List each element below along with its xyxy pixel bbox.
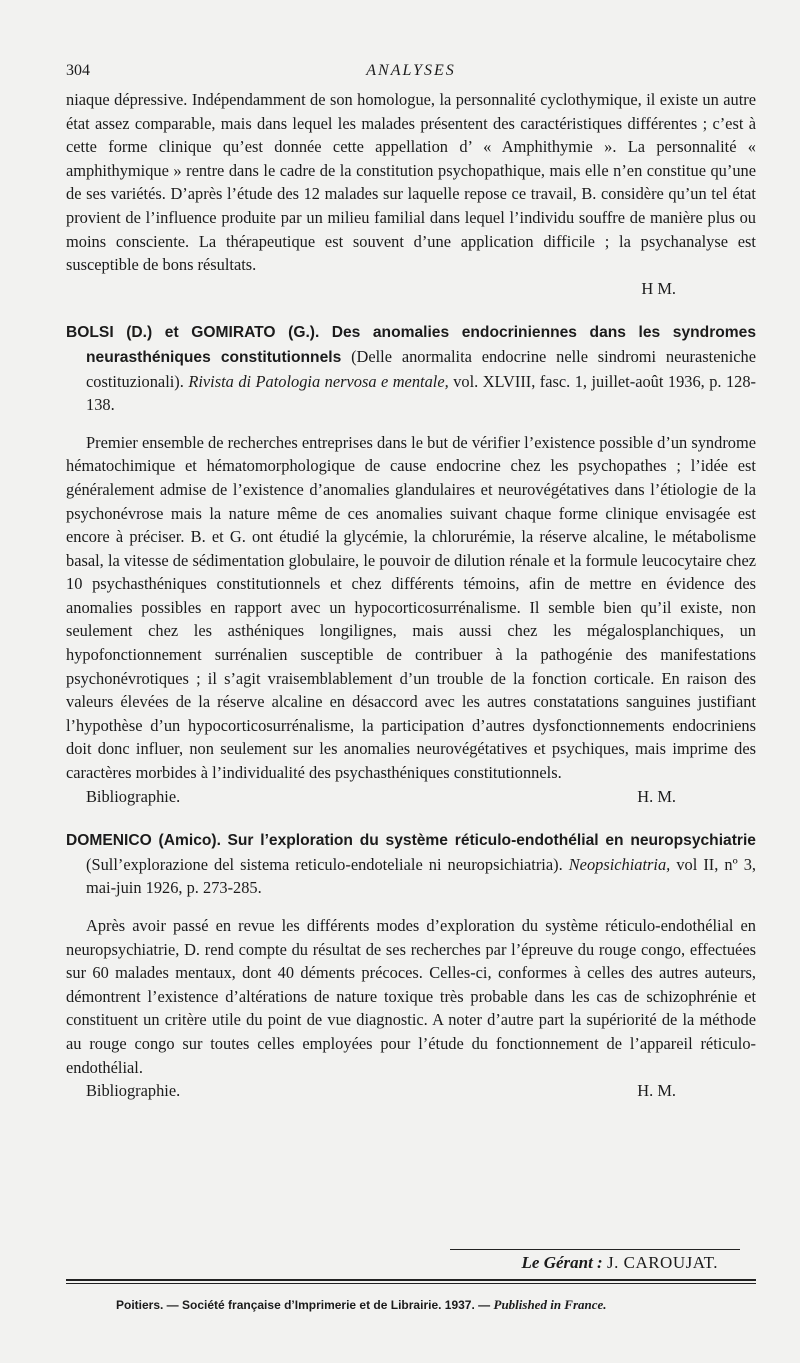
divider	[66, 1279, 756, 1281]
entry-original-title: (Sull’explorazione del sistema reticulo-endoteliale ni neuropsichiatria).	[86, 854, 563, 874]
entry-details: vol II, nº 3, mai-juin 1926, p. 273-285.	[86, 854, 756, 898]
entry-authors: DOMENICO (Amico).	[66, 832, 221, 850]
entry-heading	[66, 828, 756, 900]
entry-journal: Rivista di Patologia nervosa e mentale,	[188, 371, 449, 391]
gerant-label: Le Gérant :	[521, 1253, 603, 1272]
imprint-line	[116, 1297, 607, 1313]
intro-signature-line	[66, 277, 756, 301]
entry-signature-line	[66, 785, 756, 809]
entry-bibliography: Bibliographie.	[86, 1081, 181, 1101]
gerant-name: J. CAROUJAT.	[606, 1253, 718, 1272]
entry-details: vol. XLVIII, fasc. 1, juillet-août 1936, p. 128-138.	[86, 371, 756, 415]
entry-heading	[66, 320, 756, 416]
page	[66, 62, 756, 1103]
entry-body: Premier ensemble de recherches entreprises dans le but de vérifier l’existence possible d’un syndrome hématochimique et hématomorphologique de cause endocrine chez les psychopathes ; l’idée est généralement admise de l’existence d’anomalies glandulaires et neurovégétatives dans l’étiologie de la psychonévrose mais la nature même de ces anomalies suivant chaque forme clinique envisagée est encore à préciser. B. et G. ont étudié la glycémie, la chlorurémie, la réserve alcaline, le métabolisme basal, la vitesse de sédimentation globulaire, le pouvoir de dilution rénale et la formule leucocytaire chez 10 psychasthéniques constitutionnels et chez différents témoins, afin de mettre en évidence des anomalies possibles en rapport avec un hypocorticosurrénalisme. Il semble bien qu’il existe, non seulement chez les asthéniques longilignes, mais aussi chez les mégalosplanchiques, un hypofonctionnement surrénalien susceptible de contribuer à la pathogénie des manifestations psychonévrotiques ; il s’agit vraisemblablement d’un trouble de la fonction corticale. En raison des valeurs élevées de la réserve alcaline en désaccord avec les autres constatations sanguines justifiant l’hypothèse d’un hypocorticosurrénalisme, la participation d’autres dysfonctionnements endocriniens doit donc influer, non seulement sur les anomalies neurovégétatives et psychiques, mais imprime des caractères morbides à l’individualité des psychasthéniques constitutionnels.	[66, 432, 756, 783]
intro-paragraph: niaque dépressive. Indépendamment de son homologue, la personnalité cyclothymique, il existe un autre état assez comparable, mais dans lequel les malades présentent des caractéristiques différentes ; c’est à cette forme clinique qu’est donnée cette appellation d’ « Amphithymie ». La personnalité « amphithymique » rentre dans le cadre de la constitution psychopathique, mais elle n’en constitue qu’une de ses variétés. D’après l’étude des 12 malades sur laquelle repose ce travail, B. considère qu’un tel état provient de l’influence produite par un milieu familial dans lequel l’individu souffre de manière plus ou moins consciente. La thérapeutique est souvent d’une application difficile ; la psychanalyse est susceptible de bons résultats.	[66, 90, 756, 275]
page-header	[66, 62, 756, 88]
entry-title: Sur l’exploration du système réticulo-endothélial en neuropsychiatrie	[227, 832, 756, 850]
running-head: ANALYSES	[366, 62, 456, 79]
entry-signature: H. M.	[637, 786, 676, 806]
entry-authors: BOLSI (D.) et GOMIRATO (G.).	[66, 324, 320, 342]
gerant-line	[522, 1253, 718, 1273]
entry-signature-line	[66, 1079, 756, 1103]
entry-bibliography: Bibliographie.	[86, 786, 181, 806]
intro-signature: H M.	[641, 278, 676, 298]
divider	[66, 1283, 756, 1284]
entry-journal: Neopsichiatria,	[568, 854, 671, 874]
entry-title: Des anomalies endocriniennes dans les syndromes neurasthéniques constitutionnels	[86, 324, 756, 366]
published-note: Published in France.	[493, 1297, 607, 1312]
imprint-text: Poitiers. — Société française d’Imprimerie et de Librairie. 1937. —	[116, 1298, 491, 1312]
page-number: 304	[66, 62, 90, 79]
divider	[450, 1249, 740, 1250]
entry-original-title: (Delle anormalita endocrine nelle sindromi neurasteniche costituzionali).	[86, 346, 756, 391]
entry-body: Après avoir passé en revue les différents modes d’exploration du système réticulo-endothélial en neuropsychiatrie, D. rend compte du résultat de ses recherches par l’épreuve du rouge congo, effectuées sur 60 malades mentaux, dont 40 déments précoces. Celles-ci, conformes à celles des autres auteurs, démontrent l’existence d’altérations de nature toxique très probable dans les cas de schizophrénie et constituent un critère utile du point de vue diagnostic. A noter d’autre part la supériorité de la méthode au rouge congo sur toutes celles employées pour l’étude du fonctionnement de l’appareil réticulo-endothélial.	[66, 916, 756, 1077]
entry-signature: H. M.	[637, 1081, 676, 1101]
